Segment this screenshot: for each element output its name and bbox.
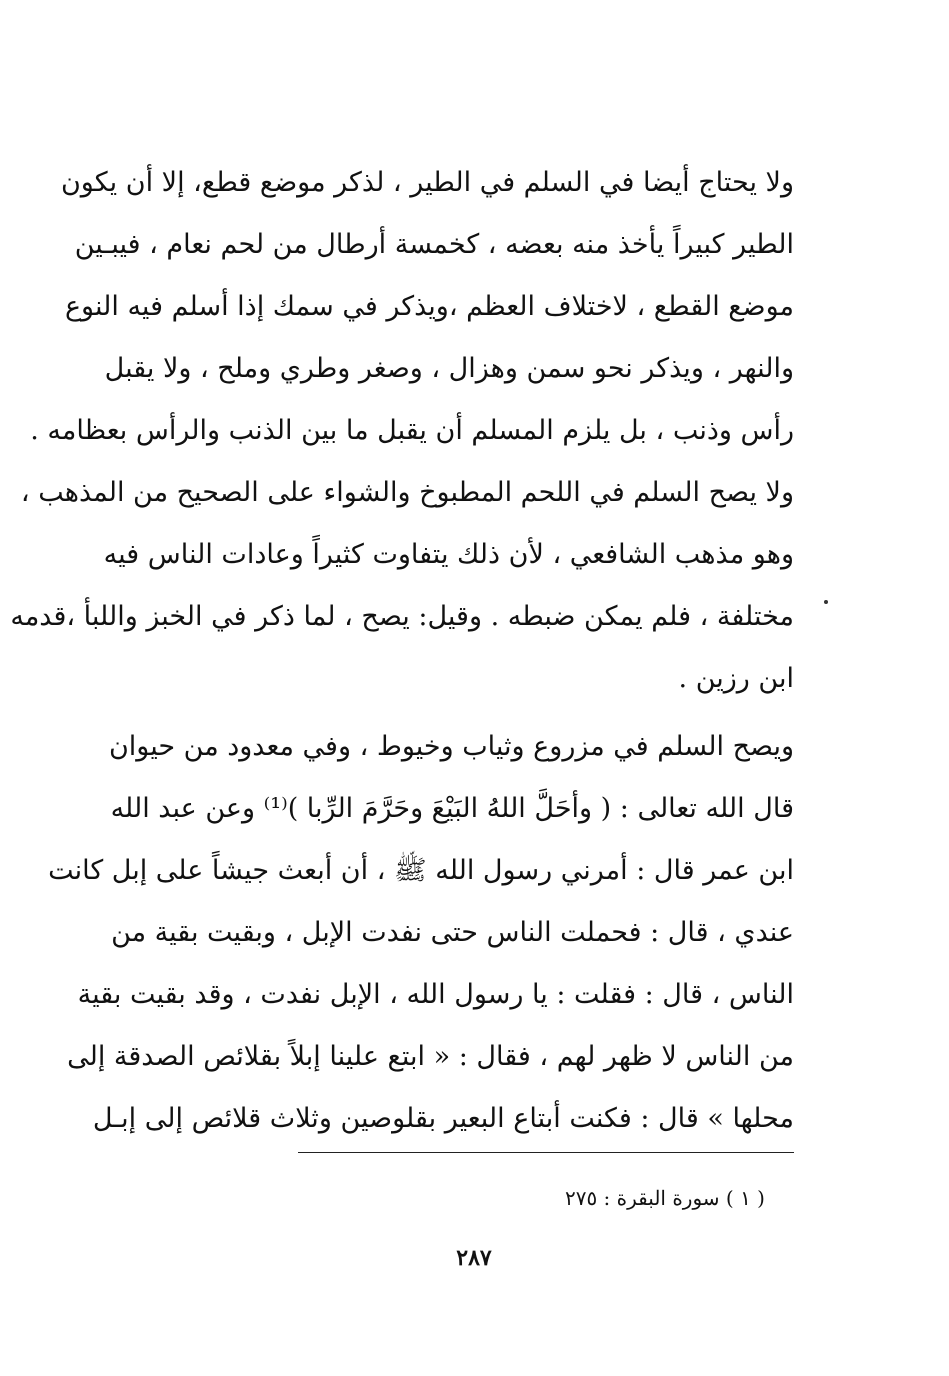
page-number: ٢٨٧ [456, 1245, 492, 1271]
text-line: رأس وذنب ، بل يلزم المسلم أن يقبل ما بين الذنب والرأس بعظامه . [30, 415, 794, 446]
text-line: ابن رزين . [678, 663, 794, 694]
text-line: الطير كبيراً يأخذ منه بعضه ، كخمسة أرطال من لحم نعام ، فيبـين [74, 229, 794, 260]
text-line: وهو مذهب الشافعي ، لأن ذلك يتفاوت كثيراً وعادات الناس فيه [103, 539, 794, 570]
text-line: الناس ، قال : فقلت : يا رسول الله ، الإبل نفدت ، وقد بقيت بقية [77, 979, 794, 1010]
text-line: والنهر ، ويذكر نحو سمن وهزال ، وصغر وطري وملح ، ولا يقبل [104, 353, 794, 384]
text-line: قال الله تعالى : ( وأحَلَّ اللهُ البَيْعَ وحَرَّمَ الرِّبا )⁽¹⁾ وعن عبد الله [110, 793, 794, 824]
text-line: ولا يحتاج أيضا في السلم في الطير ، لذكر موضع قطع، إلا أن يكون [60, 167, 794, 198]
text-line: مختلفة ، فلم يمكن ضبطه . وقيل: يصح ، لما ذكر في الخبز واللبأ ،قدمه [10, 601, 794, 632]
footnote: ( ١ ) سورة البقرة : ٢٧٥ [564, 1186, 765, 1210]
paragraph-1 [10, 152, 794, 710]
text-line: محلها » قال : فكنت أبتاع البعير بقلوصين وثلاث قلائص إلى إبـل [92, 1103, 794, 1134]
text-line: من الناس لا ظهر لهم ، فقال : « ابتع علينا إبلاً بقلائص الصدقة إلى [67, 1041, 794, 1072]
text-line: ابن عمر قال : أمرني رسول الله ﷺ ، أن أبعث جيشاً على إبل كانت [48, 855, 794, 886]
footnote-divider [298, 1152, 794, 1153]
text-line: عندي ، قال : فحملت الناس حتى نفدت الإبل ، وبقيت بقية من [111, 917, 794, 948]
text-line: ولا يصح السلم في اللحم المطبوخ والشواء على الصحيح من المذهب ، [20, 477, 794, 508]
margin-dot [824, 600, 828, 604]
text-line: موضع القطع ، لاختلاف العظم ،ويذكر في سمك إذا أسلم فيه النوع [64, 291, 794, 322]
paragraph-2 [48, 716, 794, 1150]
text-line: ويصح السلم في مزروع وثياب وخيوط ، وفي معدود من حيوان [108, 731, 794, 762]
